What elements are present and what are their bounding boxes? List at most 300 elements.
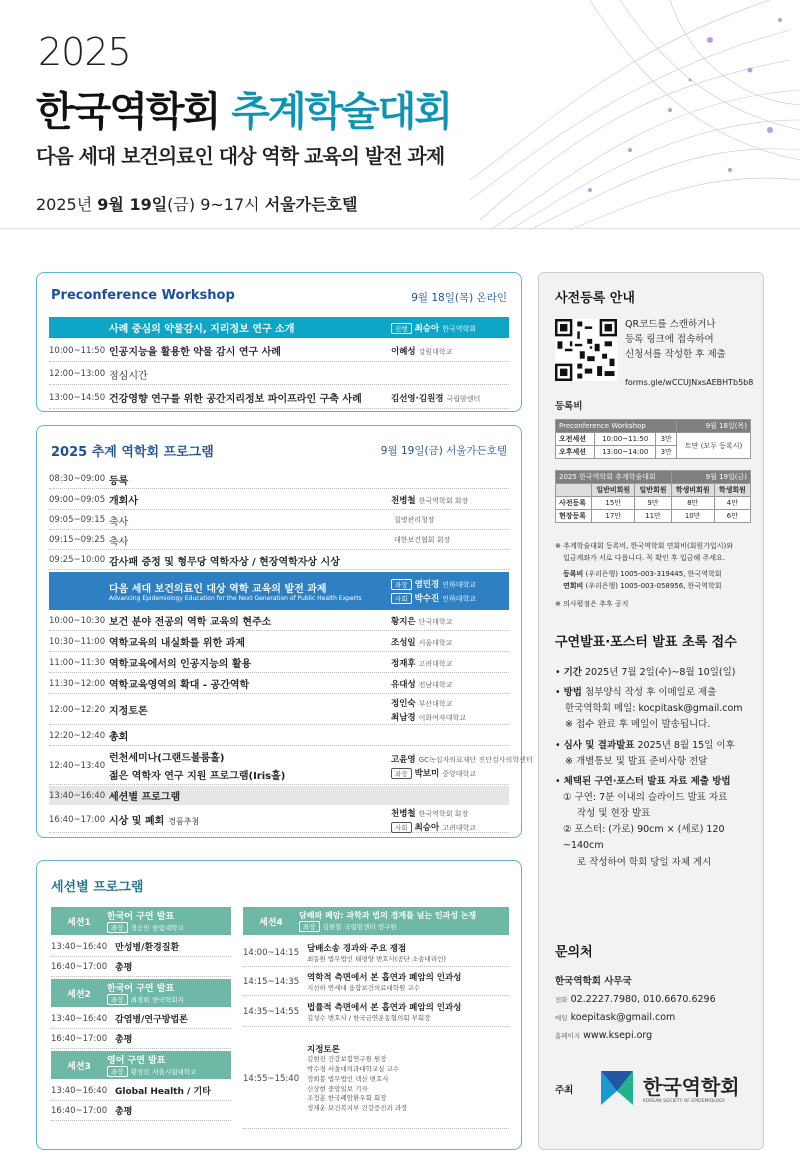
chair-name: 정승민 (130, 924, 150, 932)
abstract-text: ① 구연: 7분 이내의 슬라이드 발표 자료 (563, 791, 728, 803)
row-title-block (109, 513, 391, 528)
row-title: 인공지능을 활용한 약물 감시 연구 사례 (109, 347, 281, 358)
web-label: 홈페이지 (555, 1032, 581, 1041)
speaker-line (391, 615, 509, 627)
role-tag: 좌장 (107, 1066, 128, 1077)
speaker-aff: 한국역학회 (442, 324, 477, 333)
row-time: 16:40~17:00 (51, 1105, 108, 1116)
session-label: 세션2 (67, 989, 91, 1000)
account-line (555, 581, 733, 593)
session-header (51, 979, 231, 1007)
sessions-card (36, 860, 522, 1150)
fee-cell: 일반회원 (635, 484, 671, 497)
row-content (307, 1043, 509, 1114)
row-title: 지정토론 (109, 706, 148, 717)
row-content (307, 971, 509, 992)
speaker-line (391, 474, 509, 484)
account-label: 연회비 (563, 581, 584, 590)
row-speaker (391, 615, 509, 627)
bullet: • (555, 667, 564, 678)
fee-cell: 사전등록 (556, 497, 592, 510)
speaker-aff: 서울대학교 (418, 638, 453, 647)
row-title: 건강영향 연구를 위한 공간지리정보 파이프라인 구축 사례 (109, 394, 362, 405)
row-speaker (391, 474, 509, 484)
row-title: 점심시간 (109, 370, 148, 382)
speaker-aff: 인하대학교 (442, 595, 477, 603)
abstract-text: 2025년 8월 15일 이후 (637, 739, 735, 751)
fee-cell: 트만 (모두 등록시) (677, 433, 751, 459)
row-speaker (391, 791, 509, 801)
discussant: 박수경 서울대의과대학교실 교수 (307, 1065, 400, 1073)
date-day: 9월 19일 (97, 195, 168, 214)
abstract-text: 작성 및 현장 발표 (577, 808, 651, 820)
phone-label: 전화 (555, 996, 568, 1005)
account-line (555, 569, 733, 581)
session-header (51, 907, 231, 935)
role-tag: 사회 (391, 822, 412, 833)
row-title: 축사 (109, 516, 129, 528)
row-time: 14:35~14:55 (243, 1006, 300, 1017)
row-title-block (109, 655, 391, 670)
speaker-line (391, 821, 509, 833)
date-year: 2025년 (36, 195, 93, 214)
role-tag: 좌장 (391, 768, 412, 779)
workshop-row (49, 340, 509, 362)
chair-aff: 한국학회지 (152, 996, 184, 1004)
row-time: 16:40~17:00 (49, 814, 106, 825)
session-topic (107, 1053, 196, 1077)
program-row (49, 470, 509, 489)
row-title-block (109, 533, 391, 548)
fee-cell: 현장등록 (556, 510, 592, 523)
role-tag: 좌장 (107, 994, 128, 1005)
row-speaker (391, 369, 509, 379)
session-chair (107, 1066, 196, 1077)
fee-notes (555, 541, 733, 610)
fee-cell: 3만 (656, 446, 677, 459)
host-label: 주최 (555, 1085, 574, 1096)
row-time: 09:05~09:15 (49, 515, 106, 525)
registration-link[interactable]: forms.gle/wCCUJNxsAEBHTb5b8 (625, 378, 754, 387)
row-content (307, 1001, 509, 1022)
speaker-aff: GC녹십자의료재단 진단검사의학센터 (418, 755, 533, 764)
row-title-block (109, 553, 391, 568)
fee-cell: 17만 (592, 510, 635, 523)
fee-cell: 13:00~14:00 (595, 446, 656, 459)
row-title: 다음 세대 보건의료인 대상 역학 교육의 발전 과제 (109, 584, 327, 595)
session-header (243, 907, 509, 935)
qr-code-icon[interactable] (555, 319, 617, 381)
fee-cell: 15만 (592, 497, 635, 510)
role-tag: 좌장 (107, 922, 128, 933)
row-title-block (109, 634, 391, 649)
abstract-line (555, 774, 755, 790)
row-speaker (391, 753, 533, 779)
session-chair (107, 922, 184, 933)
abstract-line (555, 790, 755, 806)
speaker-line (391, 494, 509, 506)
fee-cell: 학생비회원 (671, 484, 714, 497)
row-time: 13:40~16:40 (49, 790, 106, 801)
speaker-aff: 대한보건협회 회장 (394, 536, 451, 544)
session-row (51, 1029, 231, 1049)
row-title: 감사패 증정 및 형무당 역학자상 / 현장역학자상 시상 (109, 556, 340, 568)
bullet: • (555, 775, 564, 787)
speaker-aff: 고려대학교 (418, 659, 453, 668)
discussant: 조정훈 한국폐암환우회 회장 (307, 1094, 387, 1103)
abstract-line (555, 754, 755, 770)
speaker-name: 최승아 (414, 323, 440, 334)
network-decoration (470, 0, 800, 230)
row-speaker (391, 578, 509, 604)
fee-cell: 6만 (714, 510, 750, 523)
event-date (36, 192, 357, 215)
speaker-name: 정재후 (391, 658, 416, 669)
speaker-line (391, 731, 509, 741)
abstract-text: ② 포스터: (가로) 90cm × (세로) 120 ~140cm (563, 824, 725, 852)
speaker-line (391, 753, 533, 765)
program-row (49, 611, 509, 631)
row-time: 16:40~17:00 (51, 961, 108, 972)
abstract-line (555, 665, 755, 681)
workshop-meta: 9월 18일(목) 온라인 (411, 292, 507, 304)
speaker-line (391, 657, 509, 669)
program-row (49, 490, 509, 510)
row-title-block (109, 676, 391, 691)
row-sub: 지선하 연세대 융합보건의료대학원 교수 (307, 984, 420, 992)
program-row (49, 511, 509, 530)
row-title-block (109, 728, 391, 743)
session-row (51, 957, 231, 977)
abstract-lead: 체택된 구연·포스터 발표 자료 제출 방법 (563, 775, 731, 787)
session-row (243, 968, 509, 996)
row-title: 역학교육영역의 확대 - 공간역학 (109, 680, 250, 691)
note-line: ※ 추계학술대회 등록비, 한국역학회 연회비(회원가입시)와 (555, 542, 733, 550)
row-time: 13:40~16:40 (51, 1085, 108, 1096)
row-speaker (391, 535, 509, 545)
program-row (49, 726, 509, 746)
row-title: 지정토론 (307, 1045, 340, 1056)
speaker-aff: 고려대학교 (442, 823, 477, 832)
qr-line: QR코드를 스캔하거나 (625, 319, 716, 330)
abstract-text: 로 작성하여 학회 당일 자체 게시 (577, 856, 712, 868)
header-divider (0, 228, 800, 229)
chair-aff: 한림대학교 (152, 924, 184, 932)
event-subtitle: 다음 세대 보건의료인 대상 역학 교육의 발전 과제 (36, 144, 445, 168)
session-row (243, 1029, 509, 1129)
speaker-line (391, 636, 509, 648)
row-time: 16:40~17:00 (51, 1033, 108, 1044)
workshop-row (49, 317, 509, 338)
speaker-name: 박보미 (414, 768, 440, 779)
row-title: 총회 (109, 732, 129, 743)
speaker-name: 이혜성 (391, 346, 416, 357)
row-time: 12:00~13:00 (49, 369, 106, 379)
row-time: 14:55~15:40 (243, 1073, 300, 1084)
session-topic (299, 910, 476, 932)
chair-name: 최경희 (130, 996, 150, 1004)
session-topic-title: 담배와 폐암: 과학과 법의 경계를 넘는 인과성 논쟁 (299, 911, 477, 920)
abstract-line (555, 822, 755, 854)
logo-english: KOREAN SOCIETY OF EPIDEMIOLOGY (643, 1099, 726, 1104)
main-fee-table (555, 470, 751, 523)
speaker-line (391, 767, 509, 779)
program-row (49, 632, 509, 652)
speaker-aff: 부산대학교 (418, 699, 453, 708)
fee-cell: 4만 (714, 497, 750, 510)
session-topic-title: 영어 구연 발표 (107, 1056, 166, 1066)
account-value: (우리은행) 1005-003-319445, 한국역학회 (585, 569, 722, 578)
discussant: 신상현 중앙일보 기자 (307, 1084, 368, 1093)
logo-korean: 한국역학회 (643, 1075, 740, 1099)
qr-instructions (625, 317, 726, 363)
speaker-name: 고윤영 (391, 754, 416, 765)
role-tag: 진행 (391, 323, 412, 334)
chair-name: 김현철 (322, 923, 342, 931)
program-row (49, 786, 509, 805)
row-speaker (391, 345, 509, 357)
row-sub: 최동원 법무법인 태평양 변호사(공단 소송대리인) (307, 955, 446, 963)
web-value[interactable]: www.ksepi.org (583, 1030, 653, 1042)
speaker-name: 천병철 (391, 495, 416, 506)
abstract-title: 구연발표·포스터 발표 초록 접수 (555, 635, 737, 650)
row-time: 10:00~10:30 (49, 615, 106, 626)
abstract-line (555, 855, 755, 871)
speaker-aff: 중앙대학교 (442, 769, 477, 778)
row-time: 13:00~14:50 (49, 392, 106, 403)
fee-cell: 8만 (671, 497, 714, 510)
row-time: 11:00~11:30 (49, 657, 106, 668)
fee-cell (556, 484, 592, 497)
fee-cell: 오전세션 (556, 433, 595, 446)
row-speaker (391, 636, 509, 648)
abstract-lead: 기간 (563, 667, 582, 678)
session-row (51, 1101, 231, 1121)
speaker-line (391, 535, 509, 545)
row-title-block (109, 580, 391, 602)
abstract-line (555, 717, 755, 733)
row-time: 14:00~14:15 (243, 947, 300, 958)
role-tag: 좌장 (299, 921, 320, 932)
workshop-row (49, 364, 509, 385)
speaker-aff: 이화여자대학교 (418, 713, 466, 722)
session-row (51, 937, 231, 957)
speaker-name: 유대성 (391, 679, 416, 690)
chair-aff: 서울시립대학교 (152, 1068, 197, 1076)
row-title: 법률적 측면에서 본 흡연과 폐암의 인과성 (307, 1003, 462, 1013)
qr-line: 등록 링크에 접속하여 (625, 334, 714, 346)
row-speaker (391, 807, 509, 833)
contact-title: 문의처 (555, 945, 593, 960)
row-time: 12:40~13:40 (49, 760, 106, 771)
workshop-title: Preconference Workshop (51, 288, 235, 303)
program-title: 2025 추계 역학회 프로그램 (51, 445, 214, 460)
workshop-card (36, 272, 522, 412)
role-tag: 사회 (391, 593, 412, 604)
contact-org: 한국역학회 사무국 (555, 976, 632, 987)
row-time: 12:20~12:40 (49, 730, 106, 741)
row-title: 감염병/연구방법론 (115, 1015, 188, 1025)
society-logo-icon (597, 1065, 637, 1111)
mail-label: 메일 (555, 1014, 568, 1023)
contact-phone (555, 991, 716, 1009)
speaker-name: 최승아 (414, 822, 440, 833)
row-time: 13:40~16:40 (51, 941, 108, 952)
row-title: 역학적 측면에서 본 흡연과 폐암의 인과성 (307, 973, 462, 983)
session-label: 세션1 (67, 917, 91, 928)
abstract-text: 한국역학회 메일: kocpitask@gmail.com (565, 703, 743, 715)
speaker-line (391, 592, 509, 604)
speaker-line (391, 555, 509, 565)
registration-title: 사전등록 안내 (555, 291, 635, 306)
abstract-line (555, 806, 755, 822)
row-title-note: 경품추첨 (168, 817, 200, 826)
session-topic-title: 한국어 구연 발표 (107, 984, 175, 994)
speaker-line (391, 678, 509, 690)
row-speaker (391, 515, 509, 525)
pre-fee-title: Preconference Workshop (556, 420, 677, 433)
title-accent: 추계학술대회 (231, 89, 452, 135)
row-title-block (109, 472, 391, 487)
session-row (243, 939, 509, 967)
abstract-lead: 방법 (563, 687, 582, 699)
speaker-name: 김선영·김원경 (391, 393, 444, 404)
fee-cell: 11만 (635, 510, 671, 523)
row-title: 등록 (109, 475, 129, 487)
abstract-info (555, 661, 755, 871)
abstract-text: ※ 개별통보 및 발표 준비사항 전달 (565, 755, 708, 767)
program-meta: 9월 19일(금) 서울가든호텔 (380, 445, 507, 457)
row-speaker (391, 657, 509, 669)
qr-line: 신청서를 작성한 후 제출 (625, 349, 726, 361)
session-row (51, 1009, 231, 1029)
note-line: 입금계좌가 서로 다릅니다. 꼭 확인 후 입금해 주세요. (563, 553, 726, 562)
title-main: 한국역학회 (36, 89, 220, 135)
fee-cell: 10:00~11:50 (595, 433, 656, 446)
fee-title: 등록비 (555, 401, 583, 412)
pre-fee-date: 9월 18일(목) (677, 420, 751, 433)
sidebar (538, 272, 764, 1150)
row-sub: 김성수 변호사 / 한국금연운동협의회 부회장 (307, 1014, 431, 1022)
event-title (36, 80, 451, 137)
row-title: 역학교육의 내실화를 위한 과제 (109, 638, 246, 649)
session-topic (107, 909, 184, 933)
date-time: (금) 9~17시 (167, 195, 260, 214)
bullet: • (555, 739, 564, 751)
row-title: 총평 (115, 963, 133, 973)
main-fee-title: 2025 한국역학회 추계학술대회 (556, 471, 672, 484)
row-time: 13:40~16:40 (51, 1013, 108, 1024)
row-title-2: 젊은 역학자 연구 지원 프로그램(Iris홀) (109, 771, 286, 782)
preconference-fee-table (555, 419, 751, 459)
row-speaker (391, 392, 509, 404)
abstract-text: 2025년 7월 2일(수)~8월 10일(일) (585, 667, 736, 678)
speaker-aff: 강원대학교 (418, 347, 453, 356)
venue: 서울가든호텔 (264, 195, 358, 214)
abstract-line (555, 701, 755, 717)
phone-value: 02.2227.7980, 010.6670.6296 (570, 994, 716, 1006)
session-row (243, 997, 509, 1027)
row-time: 09:25~10:00 (49, 555, 106, 565)
program-card (36, 425, 533, 838)
chair-aff: 국립암센터 연구원 (344, 923, 397, 931)
row-title-block (109, 788, 391, 803)
contact-web (555, 1027, 716, 1045)
session-row (51, 1081, 231, 1101)
discussant: 정재운 보건복지부 건강증진과 과장 (307, 1104, 408, 1112)
speaker-name: 천병철 (391, 808, 416, 819)
row-title: 역학교육에서의 인공지능의 활용 (109, 659, 252, 670)
speaker-line (391, 697, 509, 709)
mail-value[interactable]: koepitask@gmail.com (570, 1012, 676, 1024)
speaker-line (391, 791, 509, 801)
sessions-title: 세션별 프로그램 (51, 880, 144, 895)
session-label: 세션4 (259, 917, 283, 928)
speaker-name: 염민경 (414, 580, 440, 590)
program-row (49, 572, 509, 610)
contact-info (555, 973, 716, 1045)
abstract-lead: 심사 및 결과발표 (563, 739, 635, 751)
fee-cell: 학생회원 (714, 484, 750, 497)
row-title-block (109, 749, 391, 782)
speaker-aff: 인하대학교 (442, 581, 477, 589)
row-title-block (109, 702, 391, 717)
row-title: Global Health / 기타 (115, 1087, 211, 1097)
row-title: 총평 (115, 1107, 133, 1117)
speaker-aff: 한국역학회 회장 (418, 496, 469, 505)
fee-cell: 오후세션 (556, 446, 595, 459)
row-title: 사례 중심의 약물감시, 지리정보 연구 소개 (109, 324, 295, 335)
session-chair (299, 921, 476, 932)
main-fee-date: 9월 19일(금) (671, 471, 750, 484)
row-speaker (391, 322, 509, 334)
abstract-text: 첨부양식 작성 후 이메일로 제출 (585, 687, 717, 699)
speaker-name: 정인숙 (391, 698, 416, 709)
row-title: 담배소송 경과와 주요 쟁점 (307, 944, 407, 954)
row-title: 시상 및 폐회 (109, 816, 165, 827)
speaker-name: 최남경 (391, 712, 416, 723)
session-topic (107, 981, 184, 1005)
row-title: 세션별 프로그램 (109, 792, 181, 803)
row-title: 만성병/환경질환 (115, 943, 180, 953)
row-time: 09:00~09:05 (49, 494, 106, 505)
row-title-block (109, 812, 391, 827)
speaker-aff: 단국대학교 (418, 617, 453, 626)
row-title: 축사 (109, 536, 129, 548)
program-row (49, 674, 509, 694)
role-tag: 좌장 (391, 579, 412, 590)
event-year: 2025 (38, 30, 131, 74)
contact-mail (555, 1009, 716, 1027)
fee-cell: 일반비회원 (592, 484, 635, 497)
row-title-en: Advancing Epidemiology Education for the Next Generation of Public Health Experts (109, 595, 362, 602)
row-time: 10:30~11:00 (49, 636, 106, 647)
abstract-line (555, 685, 755, 701)
chair-name: 황성진 (130, 1068, 150, 1076)
row-speaker (391, 678, 509, 690)
discussant: 정희봉 법무법인 넥산 변호사 (307, 1074, 389, 1083)
speaker-name: 황지은 (391, 616, 416, 627)
row-title: 총평 (115, 1035, 133, 1045)
account-value: (우리은행) 1005-003-058956, 한국역학회 (585, 581, 722, 590)
program-row (49, 747, 533, 785)
credit-note: ※ 의사평점은 추후 공지 (555, 599, 629, 608)
discussant: 김현진 건강보험연구원 원장 (307, 1055, 387, 1064)
row-time: 09:15~09:25 (49, 535, 106, 545)
speaker-line (391, 807, 509, 819)
speaker-aff: 국립암센터 (446, 394, 481, 403)
program-row (49, 807, 509, 833)
